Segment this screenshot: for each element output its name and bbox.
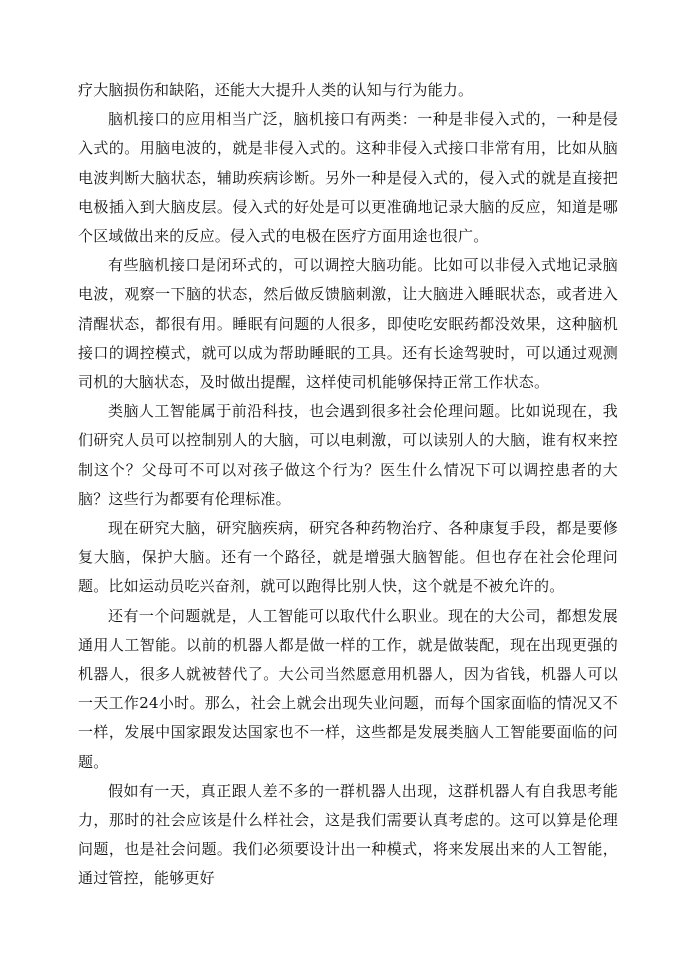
paragraph-5: 现在研究大脑，研究脑疾病，研究各种药物治疗、各种康复手段，都是要修复大脑，保护大脑。还有一个路径，就是增强大脑智能。但也存在社会伦理问题。比如运动员吃兴奋剂，就可以跑得比别人快，这个就是不被允许的。 <box>78 519 618 596</box>
paragraph-3: 有些脑机接口是闭环式的，可以调控大脑功能。比如可以非侵入式地记录脑电波，观察一下脑的状态，然后做反馈脑刺激，让大脑进入睡眠状态，或者进入清醒状态，都很有用。睡眠有问题的人很多，即使吃安眠药都没效果，这种脑机接口的调控模式，就可以成为帮助睡眠的工具。还有长途驾驶时，可以通过观测司机的大脑状态，及时做出提醒，这样使司机能够保持正常工作状态。 <box>78 256 618 392</box>
paragraph-4: 类脑人工智能属于前沿科技，也会遇到很多社会伦理问题。比如说现在，我们研究人员可以控制别人的大脑，可以电刺激，可以读别人的大脑，谁有权来控制这个？父母可不可以对孩子做这个行为？医生什么情况下可以调控患者的大脑？这些行为都要有伦理标准。 <box>78 402 618 508</box>
paragraph-1: 疗大脑损伤和缺陷，还能大大提升人类的认知与行为能力。 <box>78 81 474 99</box>
paragraph-6: 还有一个问题就是，人工智能可以取代什么职业。现在的大公司，都想发展通用人工智能。以前的机器人都是做一样的工作，就是做装配，现在出现更强的机器人，很多人就被替代了。大公司当然愿意用机器人，因为省钱，机器人可以一天工作24小时。那么，社会上就会出现失业问题，而每个国家面临的情况又不一样，发展中国家跟发达国家也不一样，这些都是发展类脑人工智能要面临的问题。 <box>78 606 618 771</box>
paragraph-2: 脑机接口的应用相当广泛，脑机接口有两类：一种是非侵入式的，一种是侵入式的。用脑电波的，就是非侵入式的。这种非侵入式接口非常有用，比如从脑电波判断大脑状态，辅助疾病诊断。另外一种是侵入式的，侵入式的就是直接把电极插入到大脑皮层。侵入式的好处是可以更准确地记录大脑的反应，知道是哪个区域做出来的反应。侵入式的电极在医疗方面用途也很广。 <box>78 110 618 246</box>
paragraph-7: 假如有一天，真正跟人差不多的一群机器人出现，这群机器人有自我思考能力，那时的社会应该是什么样社会，这是我们需要认真考虑的。这可以算是伦理问题，也是社会问题。我们必须要设计出一种模式，将来发展出来的人工智能，通过管控，能够更好 <box>78 781 618 888</box>
document-page <box>78 76 618 894</box>
